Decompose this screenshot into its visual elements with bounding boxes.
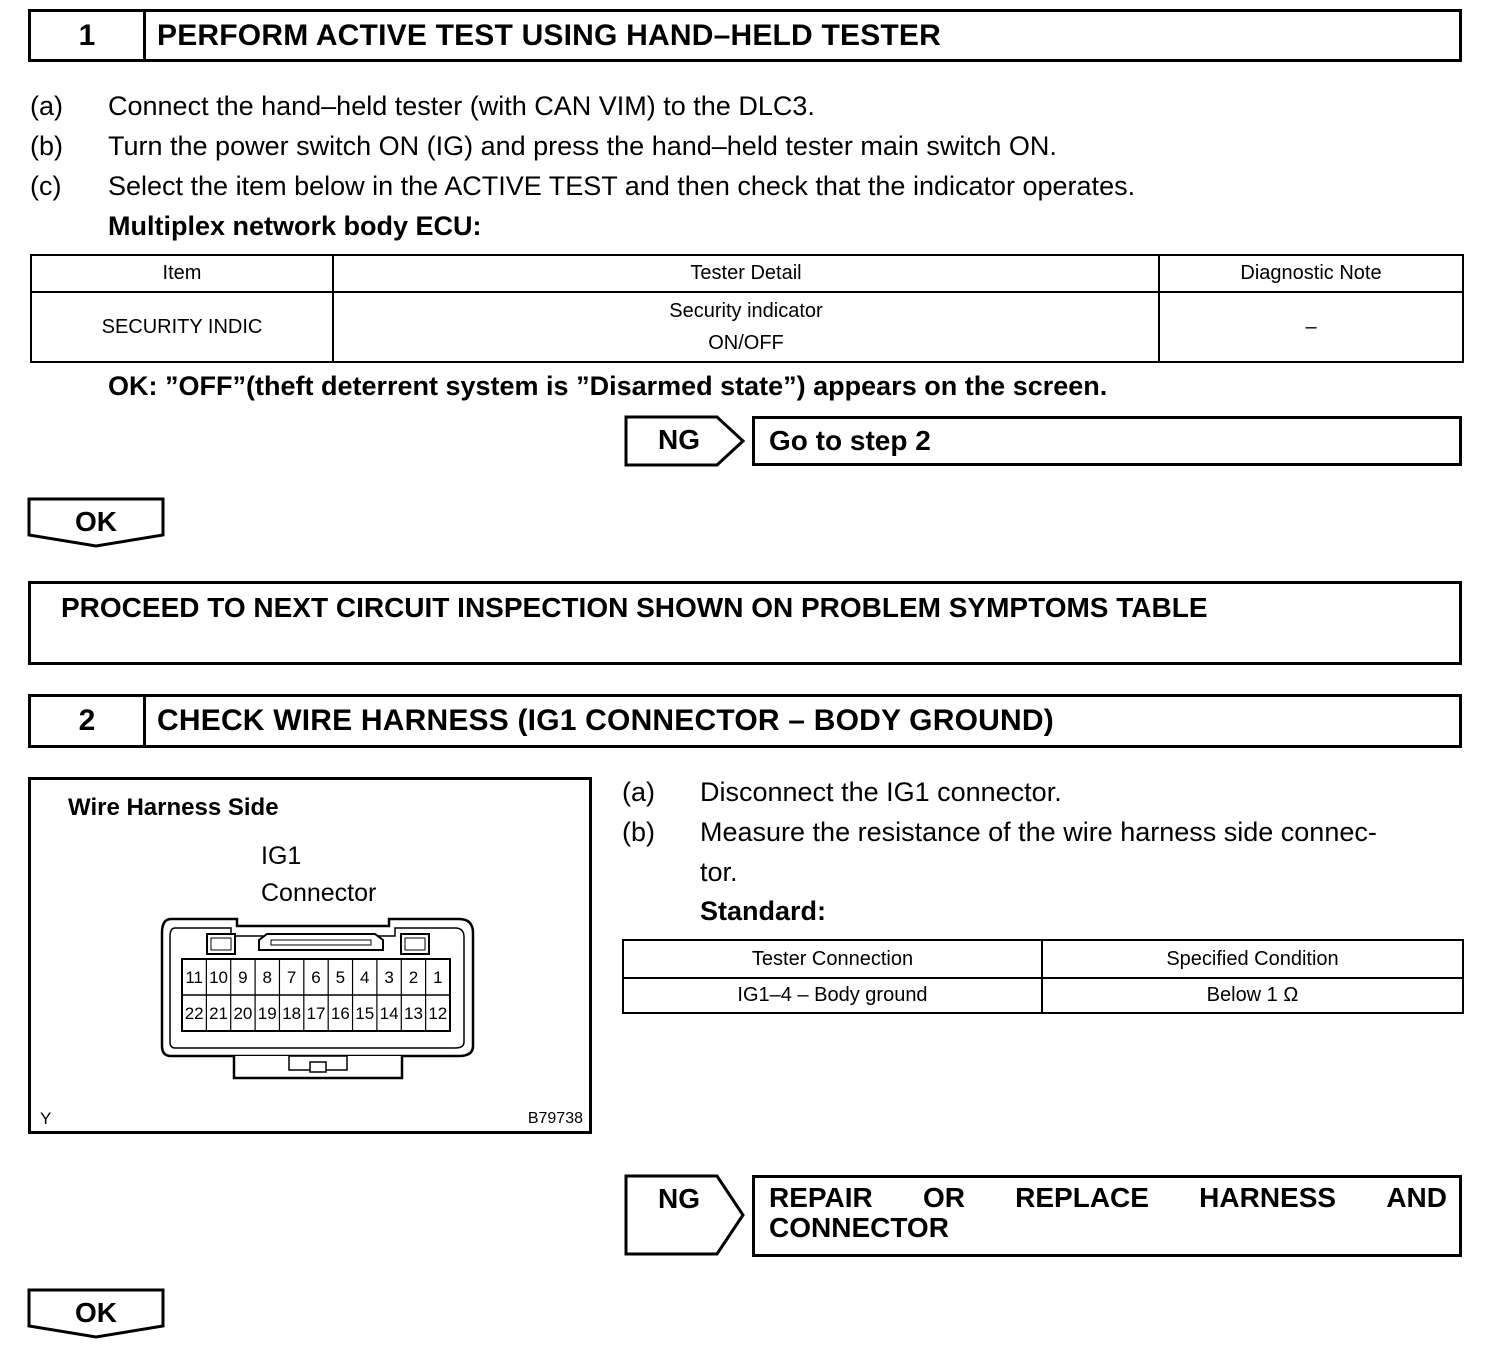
table-header-tester-connection: Tester Connection: [623, 940, 1042, 978]
ng-action-line-1: [769, 1183, 1447, 1213]
step-2-header: [28, 694, 1462, 748]
table-header-row: [623, 940, 1463, 978]
connector-pin: 16: [330, 1004, 350, 1023]
connector-pin: 11: [185, 968, 204, 987]
connector-pin: 6: [311, 968, 321, 987]
connector-pin: 20: [233, 1004, 253, 1023]
connector-pin: 18: [282, 1004, 302, 1023]
connector-name: IG1: [261, 842, 302, 870]
connector-pin: 21: [209, 1004, 229, 1023]
table-row: [623, 978, 1463, 1013]
table-header-tester-detail: Tester Detail: [333, 255, 1159, 292]
table-header-row: [31, 255, 1463, 292]
standard-table: [622, 939, 1464, 1014]
connector-pin: 19: [257, 1004, 277, 1023]
ng-action-word: AND: [1386, 1182, 1447, 1213]
connector-pin: 9: [238, 968, 248, 987]
ng-label-1: NG: [658, 424, 700, 455]
instruction-label: (b): [622, 817, 655, 847]
figure-heading: Wire Harness Side: [68, 794, 279, 821]
detail-line-1: Security indicator: [669, 300, 823, 322]
ng-action-box-2: [752, 1175, 1462, 1257]
table-cell-connection: IG1–4 – Body ground: [623, 978, 1042, 1013]
ng-action-word: REPLACE: [1015, 1182, 1149, 1213]
connector-word: Connector: [261, 879, 377, 907]
connector-pin: 17: [306, 1004, 326, 1023]
step-1-number: 1: [31, 12, 146, 59]
connector-pin: 2: [408, 968, 419, 987]
connector-pin: 4: [359, 968, 370, 987]
instruction-label: (c): [30, 171, 62, 201]
connector-pin: 13: [403, 1004, 423, 1023]
table-cell-condition: Below 1 Ω: [1042, 978, 1463, 1013]
instruction-label: (a): [30, 91, 63, 121]
table-cell-detail: [333, 292, 1159, 362]
connector-pin: 10: [209, 968, 229, 987]
table-header-diagnostic-note: Diagnostic Note: [1159, 255, 1463, 292]
ng-action-box-1: [752, 416, 1462, 466]
figure-corner-letter: Y: [40, 1109, 52, 1128]
ok-label-2: OK: [75, 1297, 117, 1328]
figure-code: B79738: [527, 1110, 583, 1127]
step-1-instruction-c: [30, 166, 1470, 206]
detail-line-2: ON/OFF: [708, 332, 784, 354]
table-header-item: Item: [31, 255, 333, 292]
connector-pin: 14: [379, 1004, 399, 1023]
connector-pin: 8: [262, 968, 273, 987]
ng-label-2: NG: [658, 1183, 700, 1214]
ng-action-line-2: CONNECTOR: [769, 1212, 949, 1243]
ng-action-text-1: Go to step 2: [769, 425, 931, 456]
instruction-label: (a): [622, 777, 655, 807]
instruction-text: Disconnect the IG1 connector.: [700, 777, 1062, 807]
connector-drawing: [159, 916, 489, 1086]
connector-pin: 15: [355, 1004, 375, 1023]
connector-pin: 3: [384, 968, 394, 987]
instruction-text-line-1: Measure the resistance of the wire harness side connec-: [700, 817, 1377, 847]
ok-condition: OK: ”OFF”(theft deterrent system is ”Disarmed state”) appears on the screen.: [108, 371, 1108, 401]
step-2-number: 2: [31, 697, 146, 745]
connector-figure: [28, 777, 592, 1134]
step-2-title: CHECK WIRE HARNESS (IG1 CONNECTOR – BODY GROUND): [157, 704, 1054, 737]
step-1-title: PERFORM ACTIVE TEST USING HAND–HELD TESTER: [157, 18, 942, 52]
connector-pin: 5: [335, 968, 346, 987]
step-1-instruction-b: [30, 126, 1470, 166]
instruction-text: Connect the hand–held tester (with CAN VIM) to the DLC3.: [108, 91, 815, 121]
table-cell-note: –: [1159, 292, 1463, 362]
step-1-header: [28, 9, 1462, 62]
instruction-text: Turn the power switch ON (IG) and press the hand–held tester main switch ON.: [108, 131, 1057, 161]
connector-pin: 22: [184, 1004, 204, 1023]
ng-action-word: OR: [922, 1182, 965, 1213]
ng-action-word: HARNESS: [1199, 1182, 1337, 1213]
standard-label: Standard:: [700, 896, 827, 926]
connector-pin: 1: [433, 968, 443, 987]
instruction-label: (b): [30, 131, 63, 161]
step-1-subheading: Multiplex network body ECU:: [108, 211, 482, 241]
table-header-specified-condition: Specified Condition: [1042, 940, 1463, 978]
table-row: [31, 292, 1463, 362]
step-2-instruction-b: [622, 812, 1482, 892]
connector-pin: 12: [428, 1004, 448, 1023]
step-1-instruction-a: [30, 86, 1470, 126]
instruction-text-line-2: tor.: [700, 857, 738, 887]
active-test-table: [30, 254, 1464, 363]
ok-label-1: OK: [75, 506, 117, 537]
proceed-text: PROCEED TO NEXT CIRCUIT INSPECTION SHOWN ON PROBLEM SYMPTOMS TABLE: [61, 592, 1208, 623]
instruction-text: Select the item below in the ACTIVE TEST and then check that the indicator operates.: [108, 171, 1136, 201]
table-cell-item: SECURITY INDIC: [31, 292, 333, 362]
step-2-instruction-a: [622, 772, 1482, 812]
connector-pin: 7: [286, 968, 297, 987]
proceed-box: [28, 581, 1462, 665]
ng-action-word: REPAIR: [769, 1182, 873, 1213]
